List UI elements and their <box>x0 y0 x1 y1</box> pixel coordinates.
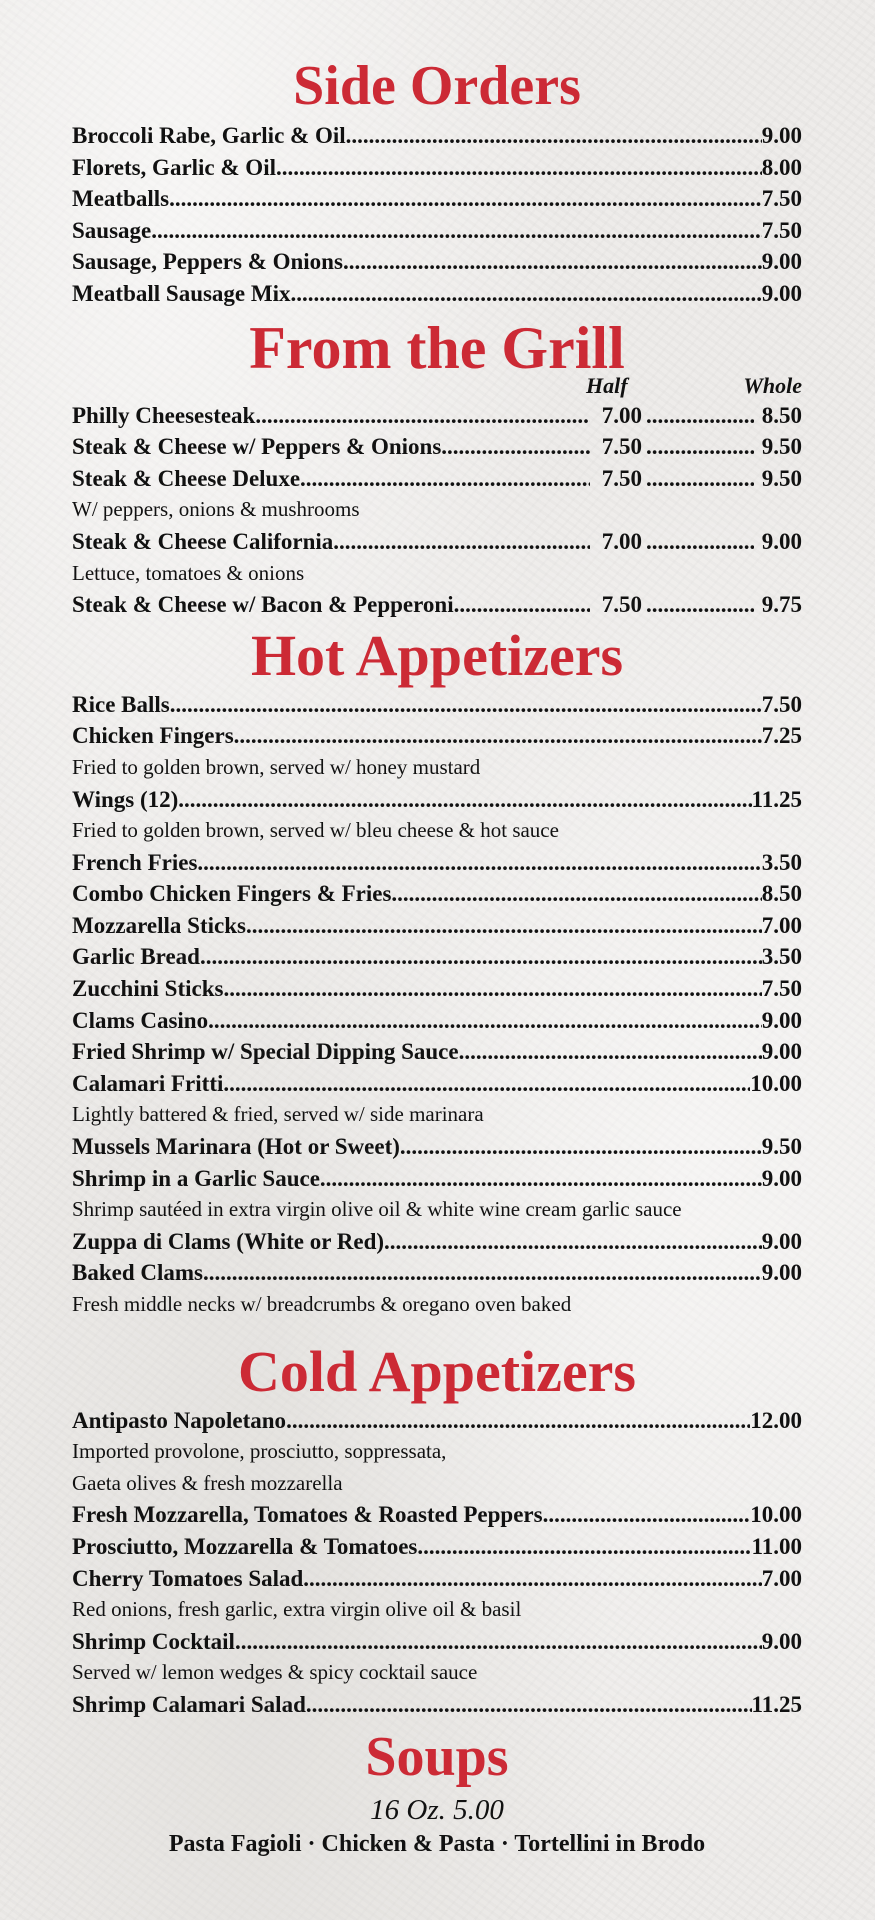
item-description: W/ peppers, onions & mushrooms <box>72 497 360 522</box>
item-price: 9.00 <box>761 1007 802 1033</box>
item-price: 7.50 <box>761 217 802 243</box>
hot-appetizers-heading: Hot Appetizers <box>250 622 624 688</box>
leader-dots <box>151 215 762 247</box>
menu-item <box>72 910 802 942</box>
item-description: Fresh middle necks w/ breadcrumbs & oregano oven baked <box>72 1292 572 1316</box>
menu-item <box>72 1563 802 1595</box>
item-price: 9.00 <box>761 249 802 275</box>
leader-dots <box>235 1626 762 1658</box>
menu-item <box>72 120 802 152</box>
hot-appetizers-list <box>72 689 802 1321</box>
item-name: Steak & Cheese California <box>72 528 334 554</box>
soup-list: Pasta Fagioli · Chicken & Pasta · Tortellini in Brodo <box>168 1830 706 1857</box>
item-name: Sausage, Peppers & Onions <box>72 249 343 275</box>
leader-dots <box>346 120 762 152</box>
item-price: 3.50 <box>761 849 802 875</box>
half-price: 7.50 <box>601 592 642 618</box>
item-price: 12.00 <box>750 1407 802 1433</box>
half-price: 7.50 <box>601 434 642 460</box>
leader-dots <box>642 463 754 495</box>
leader-dots <box>642 431 754 463</box>
item-name: Meatballs <box>72 186 170 212</box>
leader-dots <box>208 1005 762 1037</box>
whole-price: 9.00 <box>761 528 802 554</box>
item-price: 10.00 <box>750 1502 802 1528</box>
leader-dots <box>255 400 590 432</box>
item-name: Meatball Sausage Mix <box>72 280 291 306</box>
whole-price: 9.50 <box>761 434 802 460</box>
menu-item <box>72 1531 802 1563</box>
menu-item <box>72 878 802 910</box>
item-name: Rice Balls <box>72 691 170 717</box>
side-orders-heading: Side Orders <box>293 55 581 117</box>
leader-dots <box>223 973 761 1005</box>
item-name: Fried Shrimp w/ Special Dipping Sauce <box>72 1039 459 1065</box>
item-name: Garlic Bread <box>72 944 200 970</box>
leader-dots <box>417 1531 751 1563</box>
item-price: 9.00 <box>761 1165 802 1191</box>
menu-item <box>72 1626 802 1658</box>
leader-dots <box>303 1563 761 1595</box>
item-name: Mozzarella Sticks <box>72 912 246 938</box>
leader-dots <box>300 463 590 495</box>
leader-dots <box>203 1257 762 1289</box>
item-price: 9.00 <box>761 1228 802 1254</box>
item-description: Lettuce, tomatoes & onions <box>72 560 305 585</box>
item-name: Sausage <box>72 217 152 243</box>
item-name: Prosciutto, Mozzarella & Tomatoes <box>72 1533 418 1559</box>
item-name: Clams Casino <box>72 1007 209 1033</box>
leader-dots <box>642 589 754 621</box>
item-description: Imported provolone, prosciutto, soppressata, <box>72 1439 447 1464</box>
item-name: Steak & Cheese w/ Bacon & Pepperoni <box>72 592 454 618</box>
item-price: 9.00 <box>761 123 802 148</box>
item-name: Fresh Mozzarella, Tomatoes & Roasted Peppers <box>72 1502 543 1528</box>
menu-item <box>72 400 802 432</box>
grill-list <box>72 400 802 621</box>
leader-dots <box>454 589 590 621</box>
menu-item <box>72 183 802 215</box>
item-price: 9.00 <box>761 1039 802 1065</box>
menu-item <box>72 1689 802 1721</box>
item-name: Wings (12) <box>72 786 179 812</box>
item-description: Red onions, fresh garlic, extra virgin olive oil & basil <box>72 1597 522 1622</box>
menu-item <box>72 720 802 752</box>
item-price: 3.50 <box>761 944 802 970</box>
leader-dots <box>384 1226 762 1258</box>
leader-dots <box>291 278 762 310</box>
item-price: 9.00 <box>761 1260 802 1286</box>
item-description: Fried to golden brown, served w/ bleu cheese & hot sauce <box>72 818 559 843</box>
item-price: 7.25 <box>761 723 802 749</box>
menu-item <box>72 463 802 495</box>
leader-dots <box>459 1036 762 1068</box>
item-name: Zuppa di Clams (White or Red) <box>72 1228 385 1254</box>
item-price: 10.00 <box>750 1070 802 1096</box>
menu-item <box>72 1068 802 1100</box>
half-price: 7.00 <box>601 402 642 428</box>
whole-price: 8.50 <box>761 402 802 428</box>
menu-item <box>72 1163 802 1195</box>
menu-item <box>72 784 802 816</box>
item-name: Steak & Cheese Deluxe <box>72 465 301 491</box>
item-price: 8.00 <box>761 154 802 180</box>
grill-heading: From the Grill <box>249 314 625 381</box>
leader-dots <box>234 720 762 752</box>
item-description: Served w/ lemon wedges & spicy cocktail sauce <box>72 1660 478 1685</box>
item-price: 11.00 <box>751 1533 802 1559</box>
menu-item <box>72 1405 802 1437</box>
leader-dots <box>170 689 762 721</box>
leader-dots <box>391 878 761 910</box>
leader-dots <box>333 526 590 558</box>
cold-appetizers-list <box>72 1405 802 1721</box>
item-price: 8.50 <box>761 881 802 907</box>
menu-item <box>72 278 802 310</box>
half-column-header: Half <box>586 372 628 398</box>
menu-item <box>72 431 802 463</box>
item-price: 7.50 <box>761 976 802 1002</box>
item-name: Zucchini Sticks <box>72 976 224 1002</box>
menu-item <box>72 246 802 278</box>
item-price: 9.00 <box>761 1628 802 1654</box>
leader-dots <box>223 1068 750 1100</box>
leader-dots <box>178 784 751 816</box>
half-price: 7.50 <box>601 465 642 491</box>
item-price: 7.00 <box>761 912 802 938</box>
item-name: Philly Cheesesteak <box>72 402 256 428</box>
item-name: Shrimp in a Garlic Sauce <box>72 1165 320 1191</box>
whole-price: 9.50 <box>761 465 802 491</box>
menu-item <box>72 1005 802 1037</box>
leader-dots <box>200 941 762 973</box>
leader-dots <box>276 152 762 184</box>
half-price: 7.00 <box>601 528 642 554</box>
menu-item <box>72 689 802 721</box>
leader-dots <box>543 1499 751 1531</box>
menu-item <box>72 526 802 558</box>
menu-item <box>72 1499 802 1531</box>
soups-heading: Soups <box>365 1725 509 1788</box>
item-name: Steak & Cheese w/ Peppers & Onions <box>72 434 442 460</box>
whole-column-header: Whole <box>743 372 802 398</box>
leader-dots <box>441 431 590 463</box>
item-name: Baked Clams <box>72 1260 203 1286</box>
item-name: Shrimp Calamari Salad <box>72 1691 306 1717</box>
item-price: 7.50 <box>761 691 802 717</box>
menu-item <box>72 1036 802 1068</box>
item-name: Chicken Fingers <box>72 723 234 749</box>
item-name: Florets, Garlic & Oil <box>72 154 276 180</box>
item-price: 9.00 <box>761 280 802 306</box>
item-name: Shrimp Cocktail <box>72 1628 235 1654</box>
item-price: 9.50 <box>761 1134 802 1160</box>
leader-dots <box>197 847 761 879</box>
leader-dots <box>320 1163 762 1195</box>
item-description: Lightly battered & fried, served w/ side marinara <box>72 1102 484 1127</box>
item-description: Shrimp sautéed in extra virgin olive oil & white wine cream garlic sauce <box>72 1197 682 1222</box>
item-name: French Fries <box>72 849 198 875</box>
item-description: Gaeta olives & fresh mozzarella <box>72 1470 343 1495</box>
item-price: 11.25 <box>751 1691 802 1717</box>
side-orders-list <box>72 120 802 310</box>
menu-item <box>72 1226 802 1258</box>
whole-price: 9.75 <box>761 592 802 618</box>
leader-dots <box>169 183 762 215</box>
leader-dots <box>306 1689 752 1721</box>
menu-item <box>72 847 802 879</box>
item-price: 7.50 <box>761 186 802 212</box>
leader-dots <box>400 1131 762 1163</box>
menu-item <box>72 589 802 621</box>
leader-dots <box>286 1405 750 1437</box>
item-name: Cherry Tomatoes Salad <box>72 1565 304 1591</box>
menu-item <box>72 1131 802 1163</box>
menu-item <box>72 215 802 247</box>
item-name: Combo Chicken Fingers & Fries <box>72 881 392 907</box>
menu-item <box>72 973 802 1005</box>
item-name: Mussels Marinara (Hot or Sweet) <box>72 1134 400 1160</box>
leader-dots <box>642 526 754 558</box>
leader-dots <box>343 246 762 278</box>
menu-item <box>72 1257 802 1289</box>
soup-size-price: 16 Oz. 5.00 <box>370 1793 504 1826</box>
item-price: 7.00 <box>761 1565 802 1591</box>
item-description: Fried to golden brown, served w/ honey mustard <box>72 754 481 779</box>
item-price: 11.25 <box>751 786 802 812</box>
item-name: Antipasto Napoletano <box>72 1407 287 1433</box>
leader-dots <box>642 400 754 432</box>
item-name: Calamari Fritti <box>72 1070 224 1096</box>
menu-item <box>72 941 802 973</box>
menu-item <box>72 152 802 184</box>
item-name: Broccoli Rabe, Garlic & Oil <box>72 123 346 148</box>
cold-appetizers-heading: Cold Appetizers <box>238 1338 636 1404</box>
leader-dots <box>246 910 762 942</box>
